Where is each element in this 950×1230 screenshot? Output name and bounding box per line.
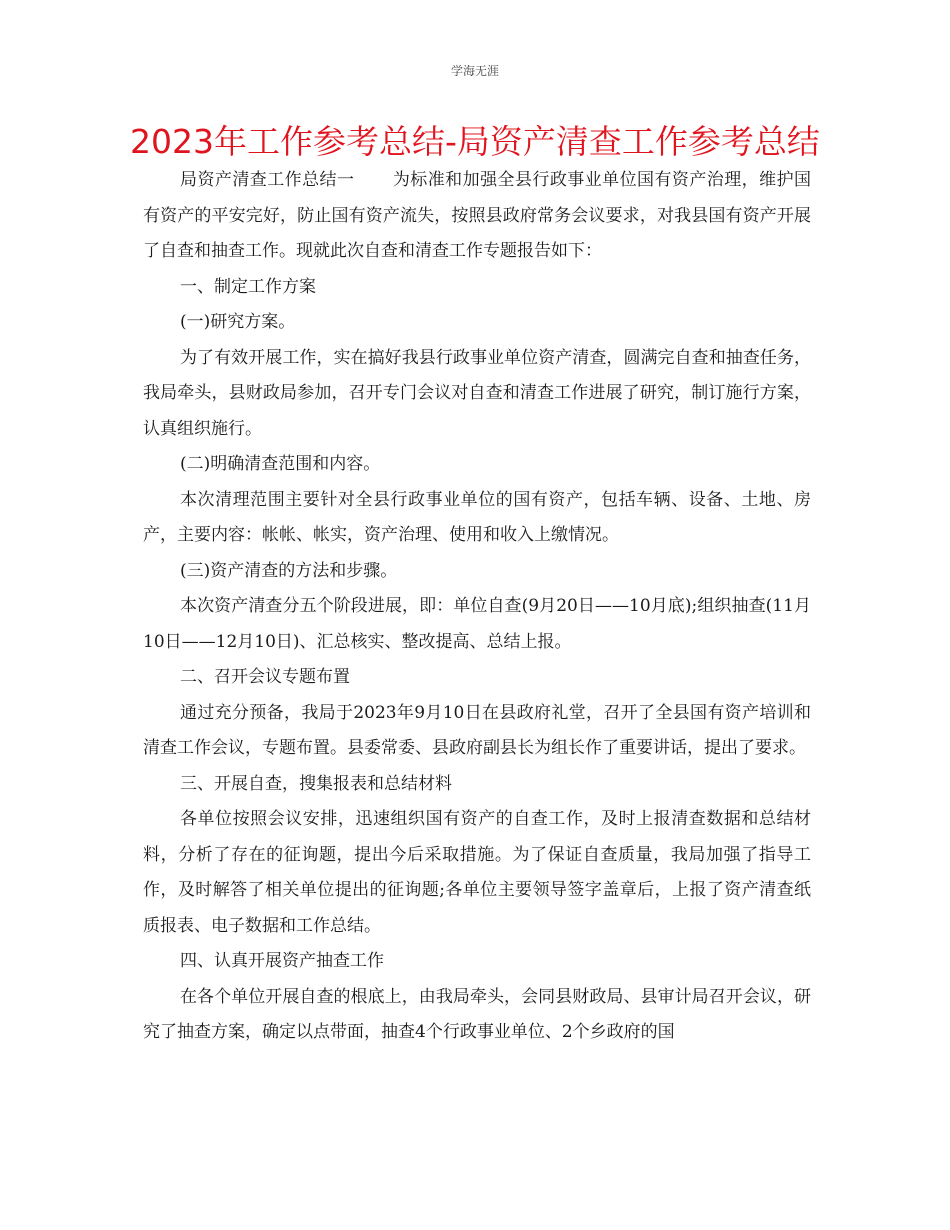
subsection-heading-1-1: (一)研究方案。 xyxy=(180,312,296,332)
paragraph-intro xyxy=(143,163,811,270)
section-heading-3: 三、开展自查，搜集报表和总结材料 xyxy=(180,773,452,794)
paragraph: 本次资产清查分五个阶段进展，即：单位自查(9月20日——10月底);组织抽查(11月10日——12月10日)、汇总核实、整改提高、总结上报。 xyxy=(143,596,811,652)
document-body xyxy=(143,163,811,1051)
paragraph: 通过充分预备，我局于2023年9月10日在县政府礼堂，召开了全县国有资产培训和清查工作会议，专题布置。县委常委、县政府副县长为组长作了重要讲话，提出了要求。 xyxy=(143,702,811,758)
section-heading-1: 一、制定工作方案 xyxy=(180,276,316,297)
paragraph: 本次清理范围主要针对全县行政事业单位的国有资产，包括车辆、设备、土地、房产，主要内容：帐帐、帐实，资产治理、使用和收入上缴情况。 xyxy=(143,489,811,545)
section-heading-4: 四、认真开展资产抽查工作 xyxy=(180,951,384,971)
intro-text: 为标准和加强全县行政事业单位国有资产治理，维护国有资产的平安完好，防止国有资产流失，按照县政府常务会议要求，对我县国有资产开展了自查和抽查工作。现就此次自查和清查工作专题报告如下： xyxy=(143,170,812,261)
paragraph: 各单位按照会议安排，迅速组织国有资产的自查工作，及时上报清查数据和总结材料，分析了存在的征询题，提出今后采取措施。为了保证自查质量，我局加强了指导工作，及时解答了相关单位提出的征询题;各单位主要领导签字盖章后，上报了资产清查纸质报表、电子数据和工作总结。 xyxy=(143,809,811,936)
paragraph: 在各个单位开展自查的根底上，由我局牵头，会同县财政局、县审计局召开会议，研究了抽查方案，确定以点带面，抽查4个行政事业单位、2个乡政府的国 xyxy=(143,986,811,1042)
section-heading-2: 二、召开会议专题布置 xyxy=(180,667,350,687)
paragraph: 为了有效开展工作，实在搞好我县行政事业单位资产清查，圆满完自查和抽查任务，我局牵头，县财政局参加，召开专门会议对自查和清查工作进展了研究，制订施行方案，认真组织施行。 xyxy=(143,347,811,439)
subsection-heading-1-3: (三)资产清查的方法和步骤。 xyxy=(180,560,398,581)
page-header: 学海无涯 xyxy=(450,64,499,78)
intro-subtitle: 局资产清查工作总结一 xyxy=(180,170,355,190)
subsection-heading-1-2: (二)明确清查范围和内容。 xyxy=(180,454,381,474)
document-title: 2023年工作参考总结-局资产清查工作参考总结 xyxy=(130,122,820,161)
